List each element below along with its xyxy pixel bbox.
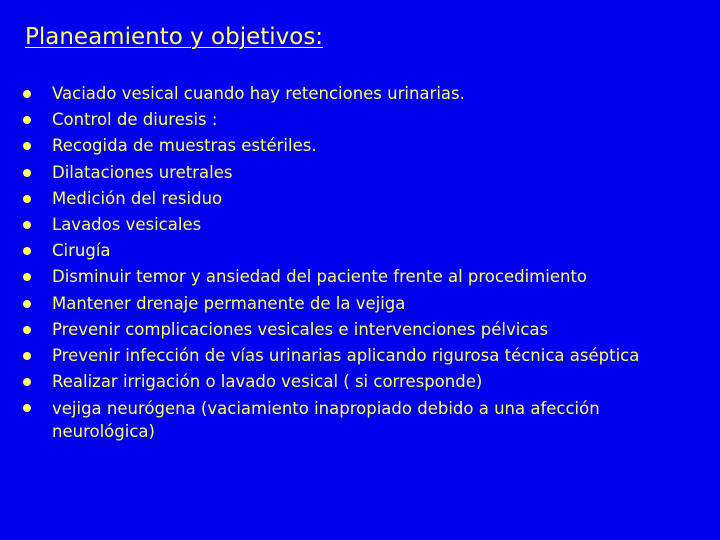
list-item [23,212,695,238]
list-item-text: Control de diuresis : [52,110,218,130]
bullet-icon [23,273,31,281]
list-item-text: Mantener drenaje permanente de la vejiga [52,293,406,313]
list-item-text: Prevenir infección de vías urinarias aplicando rigurosa técnica aséptica [52,346,640,366]
list-item [23,369,695,395]
bullet-icon [23,300,31,308]
list-item-text: Medición del residuo [52,188,223,208]
bullet-icon [23,326,31,334]
list-item [23,343,695,369]
list-item-text: Recogida de muestras estériles. [52,136,317,156]
list-item-text: Dilataciones uretrales [52,162,233,182]
bullet-icon [23,90,31,98]
bullet-icon [23,116,31,124]
list-item-text: Realizar irrigación o lavado vesical ( si corresponde) [52,372,483,392]
list-item [23,291,695,317]
list-item [23,317,695,343]
list-item [23,160,695,186]
list-item [23,238,695,264]
list-item [23,264,695,290]
list-item-text: Cirugía [52,241,111,261]
bullet-list [23,81,695,443]
bullet-icon [23,142,31,150]
list-item-text: Vaciado vesical cuando hay retenciones urinarias. [52,84,465,103]
bullet-icon [23,404,31,412]
list-item [23,107,695,133]
bullet-icon [23,352,31,360]
bullet-icon [23,169,31,177]
list-item-text: Prevenir complicaciones vesicales e intervenciones pélvicas [52,319,549,339]
list-item-text: vejiga neurógena (vaciamiento inapropiado debido a una afección neurológica) [52,399,600,442]
list-item [23,81,695,107]
bullet-icon [23,221,31,229]
list-item-text: Disminuir temor y ansiedad del paciente frente al procedimiento [52,267,588,287]
list-item [23,395,695,443]
list-item [23,186,695,212]
bullet-icon [23,247,31,255]
list-item [23,133,695,159]
slide-title: Planeamiento y objetivos: [25,24,324,50]
bullet-icon [23,378,31,386]
bullet-icon [23,195,31,203]
list-item-text: Lavados vesicales [52,215,202,235]
